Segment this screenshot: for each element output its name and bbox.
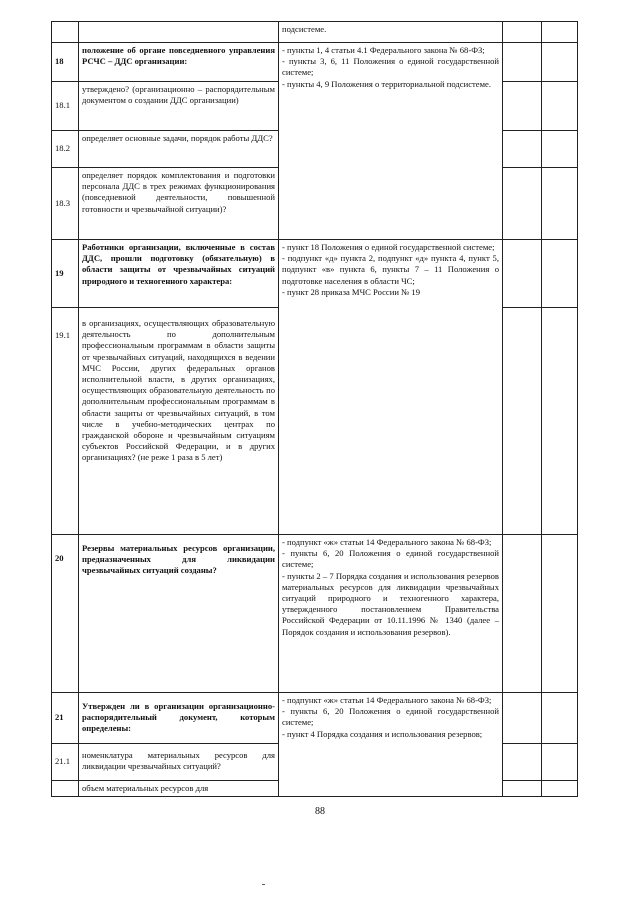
question-cell [79, 22, 279, 43]
table-row [52, 535, 578, 693]
question-cell: Резервы материальных ресурсов организации, предназначенных для ликвидации чрезвычайных ситуаций созданы? [79, 535, 279, 693]
note-cell [542, 744, 578, 781]
reference-cell [279, 43, 503, 240]
question-cell: номенклатура материальных ресурсов для ликвидации чрезвычайных ситуаций? [79, 744, 279, 781]
answer-cell [503, 693, 542, 744]
note-cell [542, 22, 578, 43]
question-cell: положение об органе повседневного управления РСЧС – ДДС организации: [79, 43, 279, 82]
row-number: 19.1 [52, 308, 79, 535]
row-number: 18.1 [52, 82, 79, 131]
reference-line: - пункт 28 приказа МЧС России № 19 [282, 286, 421, 297]
table-row [52, 693, 578, 744]
question-cell: определяет основные задачи, порядок работы ДДС? [79, 131, 279, 168]
note-cell [542, 693, 578, 744]
question-cell: в организациях, осуществляющих образовательную деятельность по дополнительным профессиональным программам в области защиты от чрезвычайных ситуаций, находящихся в ведении МЧС России, других федеральных органов исполнительной власти, в других организациях, осуществляющих образовательную деятельность по дополнительным профессиональным программам в области защиты от чрезвычайных ситуаций, в том числе в учебно-методических центрах по гражданской обороне и чрезвычайным ситуациям субъектов Российской Федерации, и в других организациях? (не реже 1 раза в 5 лет) [79, 308, 279, 535]
reference-cell [279, 693, 503, 797]
note-cell [542, 240, 578, 308]
row-number: 18 [52, 43, 79, 82]
reference-line: - пункты 6, 20 Положения о единой государственной системе; [282, 706, 499, 728]
question-cell: Работники организации, включенные в состав ДДС, прошли подготовку (обязательную) в области защиты от чрезвычайных ситуаций природного и техногенного характера: [79, 240, 279, 308]
question-cell: определяет порядок комплектования и подготовки персонала ДДС в трех режимах функционирования (повседневной деятельности, повышенной готовности и чрезвычайной ситуации)? [79, 168, 279, 240]
table-row [52, 43, 578, 82]
row-number: 21.1 [52, 744, 79, 781]
reference-line: - подпункт «д» пункта 2, подпункт «д» пункта 4, пункт 5, подпункт «в» пункта 6, пункты 7 – 11 Положения о подготовке населения в области ЧС; [282, 253, 499, 286]
question-cell: объем материальных ресурсов для [79, 781, 279, 797]
reference-line: - пункты 6, 20 Положения о единой государственной системе; [282, 548, 499, 570]
question-cell: утверждено? (организационно – распорядительным документом о создании ДДС организации) [79, 82, 279, 131]
note-cell [542, 781, 578, 797]
answer-cell [503, 131, 542, 168]
answer-cell [503, 22, 542, 43]
answer-cell [503, 240, 542, 308]
reference-line: подсистеме. [282, 24, 327, 34]
reference-line: - подпункт «ж» статьи 14 Федерального закона № 68-ФЗ; [282, 537, 492, 547]
reference-cell [279, 240, 503, 535]
table-row [52, 240, 578, 308]
note-cell [542, 43, 578, 82]
reference-line: - пункты 1, 4 статьи 4.1 Федерального закона № 68-ФЗ; [282, 45, 485, 55]
note-cell [542, 131, 578, 168]
answer-cell [503, 308, 542, 535]
answer-cell [503, 82, 542, 131]
answer-cell [503, 535, 542, 693]
reference-cell [279, 535, 503, 693]
row-number: 20 [52, 535, 79, 693]
note-cell [542, 168, 578, 240]
reference-line: - пункты 2 – 7 Порядка создания и использования резервов материальных ресурсов для ликвидации чрезвычайных ситуаций природного и техногенного характера, утвержденного постановлением Правительства Российской Федерации от 10.11.1996 № 1340 (далее – Порядок создания и использования резервов). [282, 570, 499, 637]
checklist-table [51, 21, 578, 797]
row-number: 18.2 [52, 131, 79, 168]
reference-line: - пункты 3, 6, 11 Положения о единой государственной системе; [282, 56, 499, 78]
note-cell [542, 308, 578, 535]
answer-cell [503, 744, 542, 781]
reference-line: - пункт 4 Порядка создания и использования резервов; [282, 728, 483, 739]
reference-line: - пункт 18 Положения о единой государственной системе; [282, 242, 495, 252]
answer-cell [503, 168, 542, 240]
note-cell [542, 82, 578, 131]
note-cell [542, 535, 578, 693]
reference-line: - подпункт «ж» статьи 14 Федерального закона № 68-ФЗ; [282, 695, 492, 705]
row-number: 21 [52, 693, 79, 744]
page-number: 88 [315, 806, 325, 817]
row-number: 18.3 [52, 168, 79, 240]
scan-speck [262, 884, 265, 885]
reference-cell [279, 22, 503, 43]
row-number [52, 22, 79, 43]
answer-cell [503, 43, 542, 82]
answer-cell [503, 781, 542, 797]
reference-line: - пункты 4, 9 Положения о территориальной подсистеме. [282, 78, 491, 89]
table-row [52, 22, 578, 43]
row-number [52, 781, 79, 797]
question-cell: Утвержден ли в организации организационно-распорядительный документ, которым определены: [79, 693, 279, 744]
row-number: 19 [52, 240, 79, 308]
